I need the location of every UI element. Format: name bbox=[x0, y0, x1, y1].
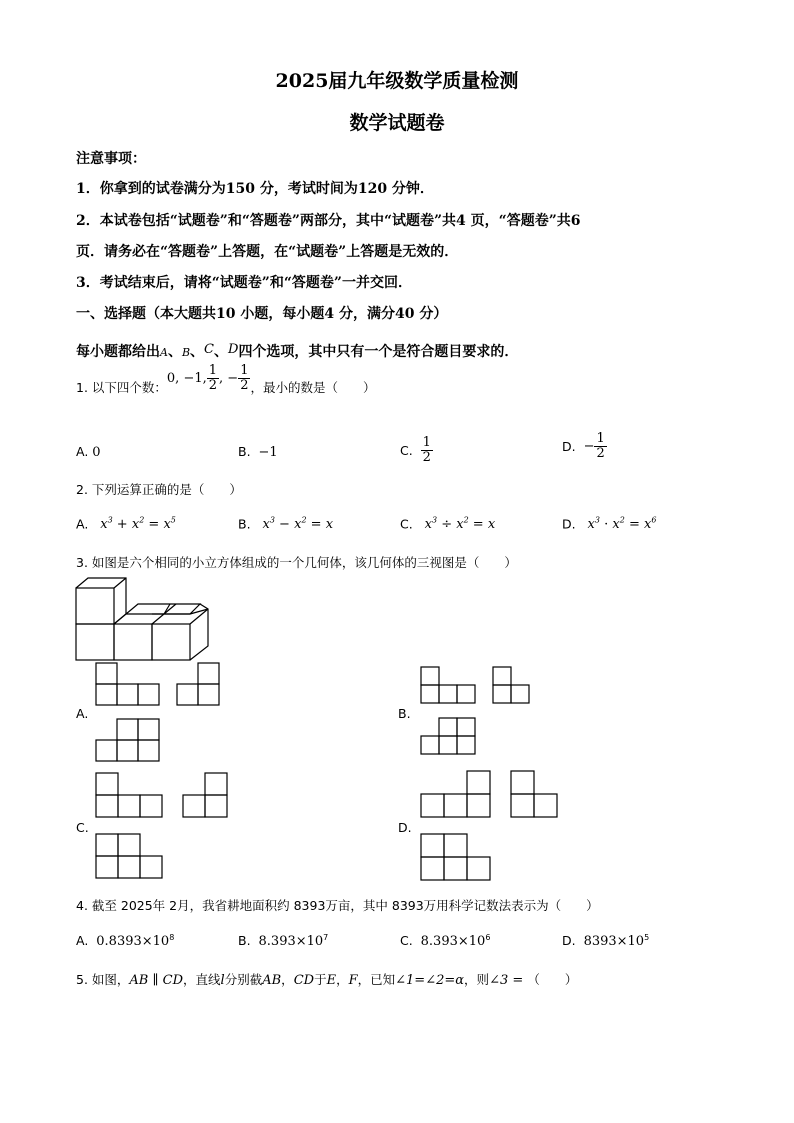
q4-option-d[interactable] bbox=[562, 933, 649, 949]
equals: = bbox=[306, 517, 326, 533]
numerator: 1 bbox=[208, 363, 218, 378]
q1-prefix: 1. 以下四个数： bbox=[76, 380, 167, 396]
q1-nums-a: 0, −1, bbox=[166, 370, 207, 386]
exponent: 5 bbox=[170, 516, 176, 525]
top-view bbox=[421, 718, 475, 754]
math-var: l bbox=[220, 973, 225, 988]
numerator: 1 bbox=[596, 431, 605, 446]
question-1-stem bbox=[76, 363, 376, 406]
q4-option-a[interactable] bbox=[76, 933, 174, 949]
option-label: B. bbox=[238, 516, 251, 532]
option-label: D. bbox=[562, 438, 576, 454]
option-sign: − bbox=[583, 438, 595, 454]
cube-side-edges bbox=[190, 604, 208, 660]
parallel-symbol: ∥ bbox=[148, 973, 163, 988]
option-label: C. bbox=[400, 442, 413, 458]
option-label: D. bbox=[562, 516, 576, 532]
q5-text: 分别截 bbox=[224, 972, 263, 987]
q1-mid: , − bbox=[219, 370, 239, 386]
q3-option-c-views[interactable] bbox=[95, 772, 235, 882]
exponent: 6 bbox=[651, 516, 657, 525]
q2-option-c[interactable] bbox=[400, 516, 495, 532]
math-var: CD bbox=[162, 973, 184, 988]
base: x bbox=[131, 517, 140, 533]
exponent: 6 bbox=[485, 933, 491, 942]
exponent: 7 bbox=[323, 933, 329, 942]
base: x bbox=[487, 517, 496, 533]
mantissa: 0.8393×10 bbox=[96, 934, 170, 950]
cube-edge bbox=[114, 578, 126, 588]
option-label: B. bbox=[238, 444, 251, 459]
operator: + bbox=[112, 517, 132, 533]
option-label: D. bbox=[562, 933, 576, 949]
instr-opt-a: A bbox=[160, 346, 168, 359]
base: x bbox=[643, 517, 652, 533]
option-expression bbox=[425, 517, 496, 532]
q5-text: ，直线 bbox=[183, 972, 221, 987]
math-var: CD bbox=[293, 973, 315, 988]
instr-opt-b: B bbox=[181, 346, 191, 359]
mantissa: 8.393×10 bbox=[420, 934, 486, 950]
q1-option-b[interactable] bbox=[238, 444, 278, 460]
q1-suffix: ，最小的数是（ ） bbox=[250, 380, 376, 396]
option-label: C. bbox=[400, 516, 413, 532]
option-expression bbox=[100, 517, 176, 532]
option-label: A. bbox=[76, 516, 89, 532]
top-view bbox=[421, 834, 490, 880]
q2-option-d[interactable] bbox=[562, 516, 656, 532]
instr-sep: 、 bbox=[214, 344, 228, 360]
angle-expression: ∠1=∠2=α bbox=[395, 973, 465, 988]
base: x bbox=[100, 517, 108, 533]
operator: · bbox=[599, 517, 613, 533]
instr-prefix: 每小题都给出 bbox=[76, 344, 160, 360]
cube-face bbox=[76, 588, 114, 624]
exponent: 3 bbox=[107, 516, 113, 525]
page-title: 2025届九年级数学质量检测 bbox=[275, 70, 519, 92]
q1-frac-2 bbox=[238, 364, 250, 392]
option-label: B. bbox=[238, 933, 251, 949]
q1-option-a[interactable] bbox=[76, 444, 101, 460]
base: x bbox=[612, 517, 620, 533]
notes-item-3: 3．考试结束后，请将“试题卷”和“答题卷”一并交回． bbox=[76, 275, 412, 291]
question-2-stem: 2. 下列运算正确的是（ ） bbox=[76, 482, 242, 497]
instr-suffix: 四个选项，其中只有一个是符合题目要求的． bbox=[238, 344, 519, 360]
exponent: 3 bbox=[431, 516, 438, 525]
q3-option-c-label[interactable]: C. bbox=[76, 820, 89, 835]
notes-heading: 注意事项： bbox=[76, 151, 146, 167]
equals: = bbox=[468, 517, 488, 533]
question-5-stem bbox=[76, 970, 577, 988]
q5-text: ， bbox=[281, 972, 294, 987]
base: x bbox=[163, 517, 171, 533]
q1-option-d[interactable] bbox=[562, 432, 607, 460]
denominator: 2 bbox=[208, 377, 218, 393]
instr-opt-d: D bbox=[228, 342, 239, 357]
cube-face bbox=[76, 624, 114, 660]
q3-option-b-label[interactable]: B. bbox=[398, 706, 411, 721]
notes-item-1: 1．你拿到的试卷满分为150 分，考试时间为120 分钟． bbox=[76, 181, 434, 197]
q5-text: 5. 如图， bbox=[76, 972, 130, 987]
side-view bbox=[493, 667, 529, 703]
math-var: F bbox=[348, 973, 358, 988]
q5-text: （ ） bbox=[527, 972, 578, 987]
cube-face bbox=[114, 624, 152, 660]
exponent: 3 bbox=[269, 516, 275, 525]
exponent: 8 bbox=[169, 933, 175, 942]
q1-frac-1 bbox=[207, 364, 219, 392]
equals: = bbox=[144, 517, 164, 533]
option-fraction bbox=[594, 432, 606, 460]
math-var: AB bbox=[262, 973, 282, 988]
base: x bbox=[587, 517, 595, 533]
base: x bbox=[424, 517, 432, 533]
numerator: 1 bbox=[422, 435, 431, 450]
side-view bbox=[183, 773, 227, 817]
q1-option-c[interactable] bbox=[400, 436, 433, 464]
q3-option-a-label[interactable]: A. bbox=[76, 706, 89, 721]
q4-option-b[interactable] bbox=[238, 933, 328, 949]
base: x bbox=[262, 517, 270, 533]
operator: ÷ bbox=[437, 517, 457, 533]
base: x bbox=[325, 517, 334, 533]
mantissa: 8.393×10 bbox=[258, 934, 324, 950]
option-label: A. bbox=[76, 933, 89, 949]
instr-sep: 、 bbox=[190, 344, 205, 360]
instr-sep: 、 bbox=[167, 344, 182, 360]
base: x bbox=[456, 517, 464, 533]
notes-item-2-line1: 2．本试卷包括“试题卷”和“答题卷”两部分，其中“试题卷”共4 页，“答题卷”共6 bbox=[76, 213, 581, 229]
q5-text: ，则 bbox=[464, 972, 490, 987]
cube-face bbox=[152, 624, 190, 660]
numerator: 1 bbox=[240, 363, 249, 378]
top-view bbox=[96, 834, 162, 878]
front-view bbox=[96, 663, 159, 705]
option-label: C. bbox=[400, 933, 413, 949]
question-3-stem: 3. 如图是六个相同的小立方体组成的一个几何体，该几何体的三视图是（ ） bbox=[76, 555, 517, 570]
q2-option-a[interactable] bbox=[76, 516, 176, 532]
option-label: A. bbox=[76, 444, 89, 459]
q3-option-d-label[interactable]: D. bbox=[398, 820, 412, 835]
question-4-stem: 4. 截至 2025年 2月，我省耕地面积约 8393万亩，其中 8393万用科学记数法表示为（ ） bbox=[76, 898, 599, 913]
mantissa: 8393×10 bbox=[583, 934, 645, 950]
q5-text: ， bbox=[336, 972, 349, 987]
front-view bbox=[421, 771, 490, 817]
option-expression bbox=[588, 517, 657, 532]
side-view bbox=[511, 771, 557, 817]
top-view bbox=[96, 719, 159, 761]
option-value: 0 bbox=[92, 445, 101, 460]
page-subtitle: 数学试题卷 bbox=[349, 112, 445, 134]
q5-text: ，已知 bbox=[357, 972, 396, 987]
q3-option-a-views[interactable] bbox=[95, 662, 225, 764]
exponent: 2 bbox=[463, 516, 469, 525]
equals: = bbox=[624, 517, 644, 533]
cube-solid-figure bbox=[74, 576, 214, 664]
section-heading: 一、选择题（本大题共10 小题，每小题4 分，满分40 分） bbox=[76, 306, 448, 322]
q2-option-b[interactable] bbox=[238, 516, 333, 532]
exponent: 2 bbox=[139, 516, 145, 525]
base: x bbox=[294, 517, 302, 533]
operator: − bbox=[274, 517, 295, 533]
exponent: 2 bbox=[619, 516, 625, 525]
section-instructions bbox=[76, 341, 518, 361]
exponent: 5 bbox=[644, 933, 650, 942]
q4-option-c[interactable] bbox=[400, 933, 490, 949]
front-view bbox=[96, 773, 162, 817]
q3-option-d-views[interactable] bbox=[420, 770, 565, 882]
denominator: 2 bbox=[422, 449, 431, 465]
option-expression bbox=[262, 517, 333, 532]
math-var: AB bbox=[129, 973, 149, 988]
q1-numbers bbox=[167, 364, 251, 392]
notes-item-2-line2: 页．请务必在“答题卷”上答题，在“试题卷”上答题是无效的． bbox=[76, 244, 459, 260]
math-var: E bbox=[326, 973, 337, 988]
exponent: 3 bbox=[594, 516, 600, 525]
exponent: 2 bbox=[301, 516, 307, 525]
option-value: −1 bbox=[258, 445, 278, 460]
option-fraction bbox=[421, 436, 433, 464]
front-view bbox=[421, 667, 475, 703]
angle-expression: ∠3 = bbox=[489, 973, 528, 988]
denominator: 2 bbox=[596, 445, 605, 461]
denominator: 2 bbox=[240, 377, 249, 393]
side-view bbox=[177, 663, 219, 705]
q3-option-b-views[interactable] bbox=[420, 666, 535, 758]
q5-text: 于 bbox=[314, 972, 327, 987]
instr-opt-c: C bbox=[204, 342, 214, 357]
